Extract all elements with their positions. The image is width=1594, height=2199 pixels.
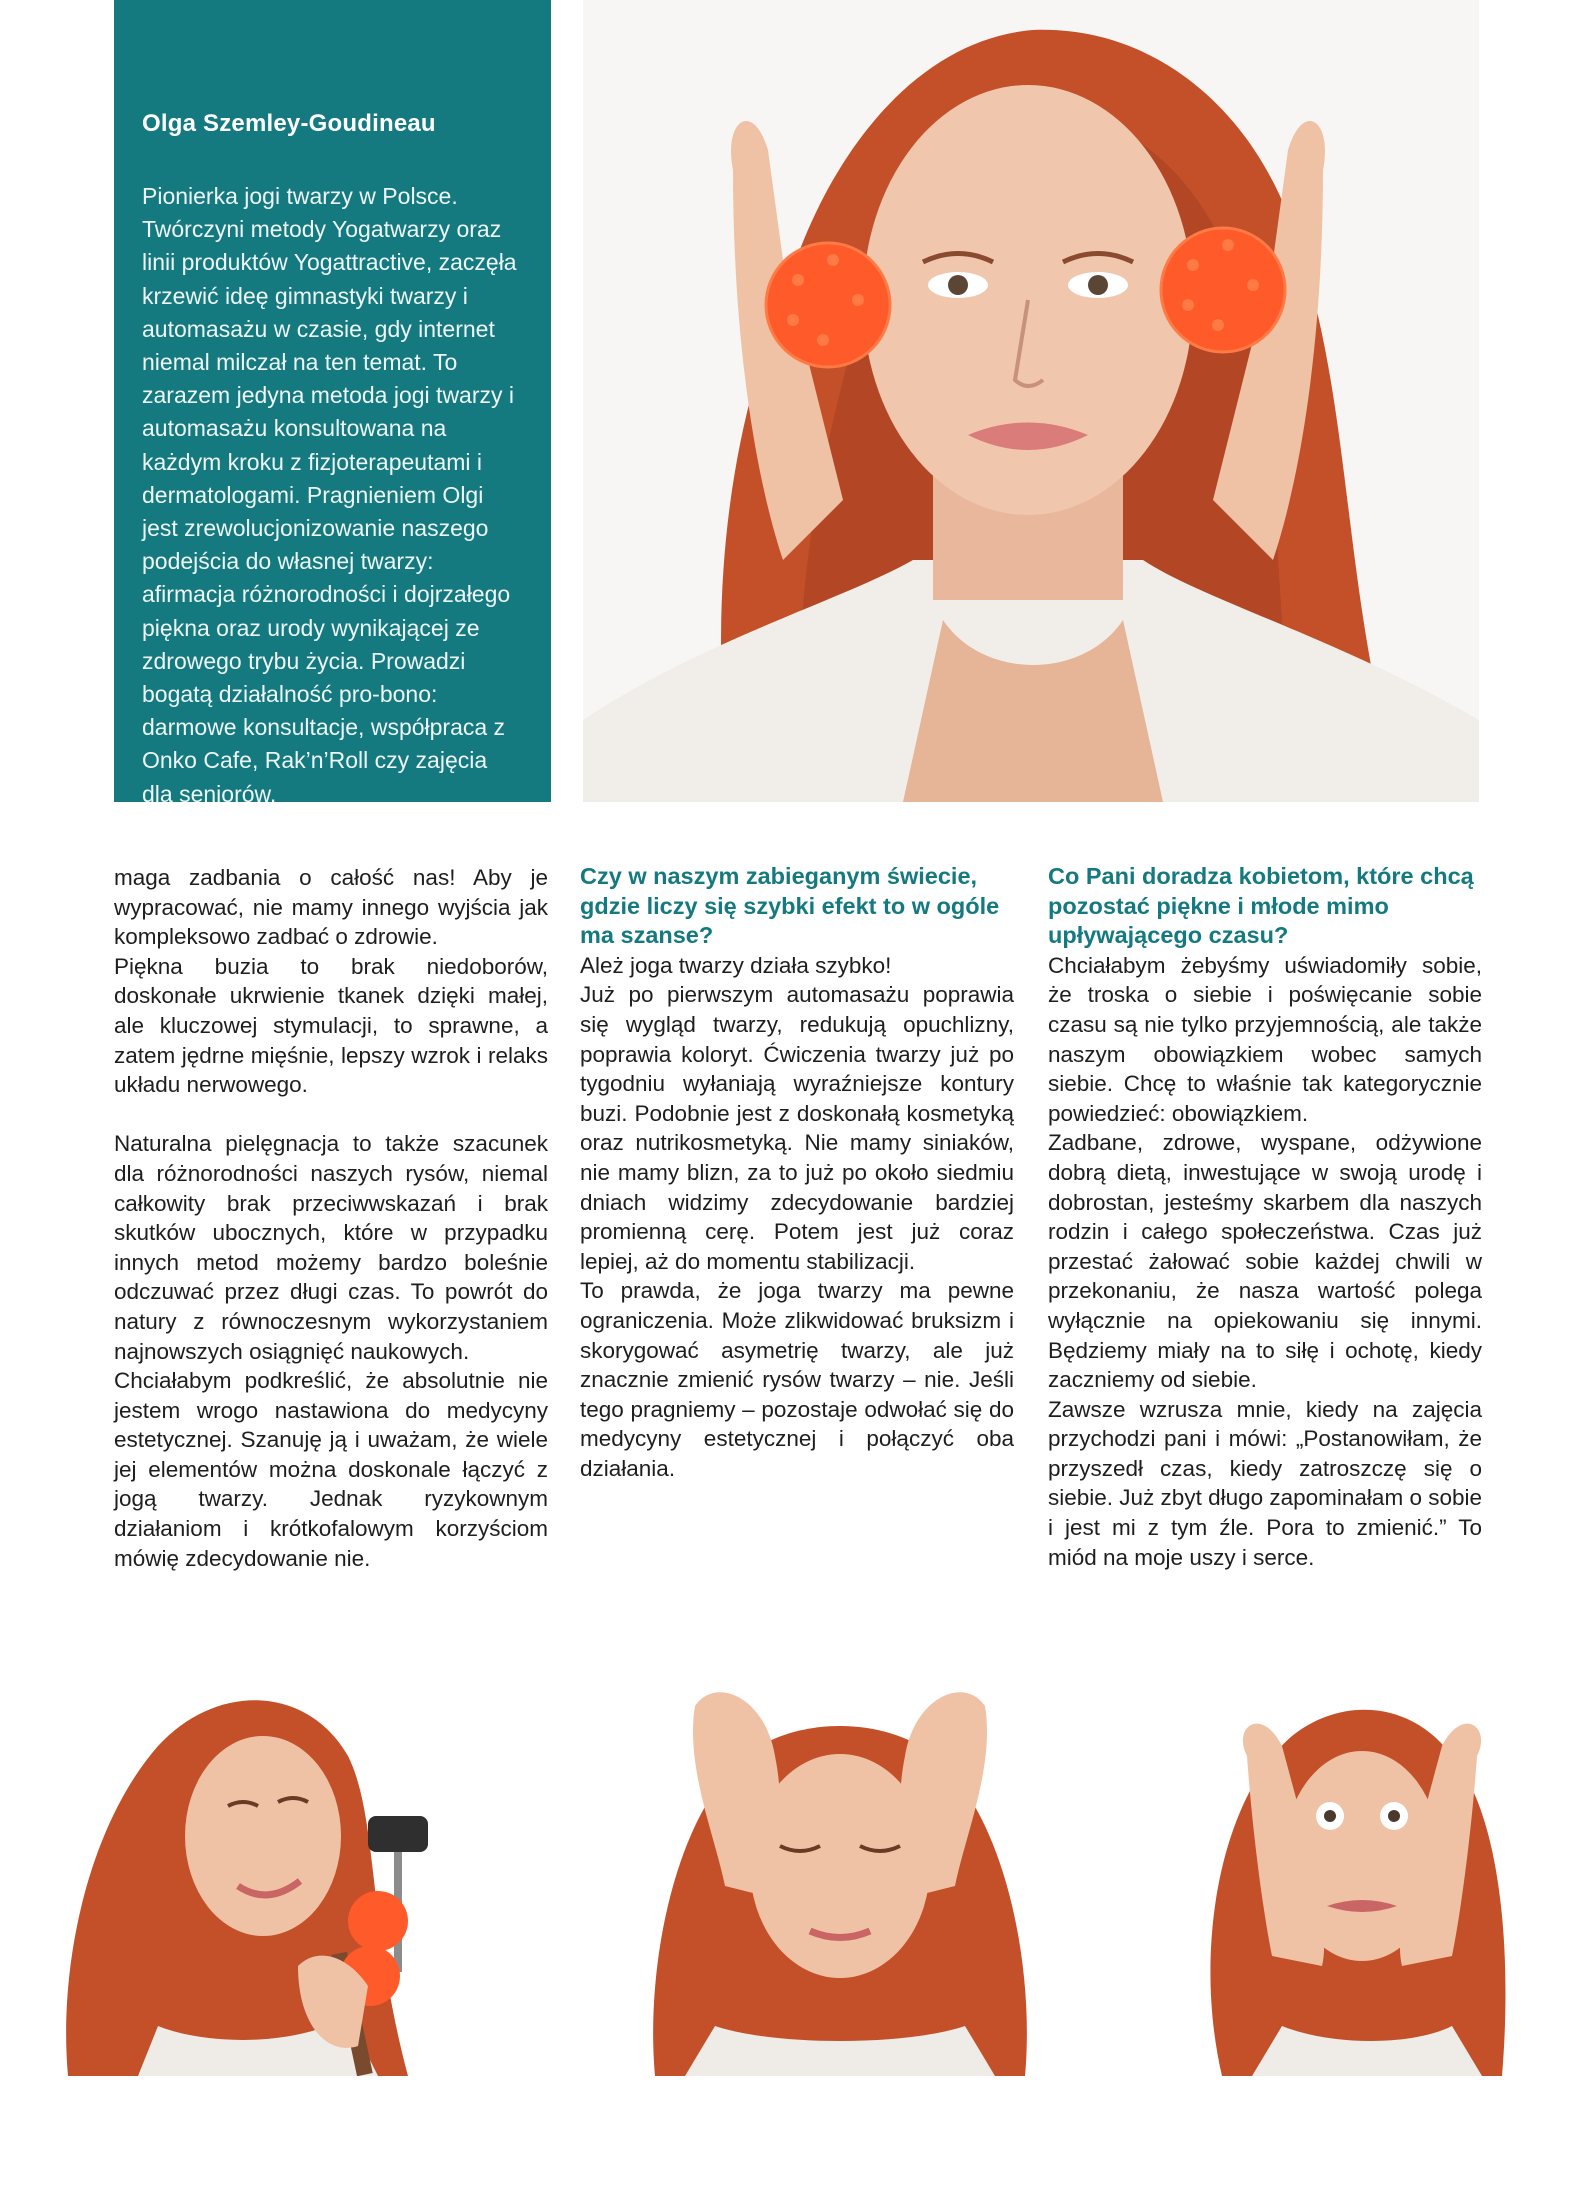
paragraph: Zawsze wzrusza mnie, kiedy na zajęcia przychodzi pani i mówi: „Postanowiłam, że przyszedł czas, kiedy zatroszczę się o siebie. Już zbyt długo zapominałam o sobie i jest mi z tym źle. Pora to zmienić.” To miód na moje uszy i serce. [1048,1396,1482,1570]
paragraph: Ależ joga twarzy działa szybko! [580,952,892,978]
paragraph: Piękna buzia to brak niedoborów, doskonałe ukrwienie tkanek dzięki małej, ale kluczowej stymulacji, to sprawne, a zatem jędrne mięśnie, lepszy wzrok i relaks układu nerwowego. [114,953,548,1098]
paragraph: Naturalna pielęgnacja to także szacunek dla różnorodności naszych rysów, niemal całkowity brak przeciwwskazań i brak skutków ubocznych, które w przypadku innych metod możemy bardzo boleśnie odczuwać przez długi czas. To powrót do natury z równoczesnym wykorzystaniem najnowszych osiągnięć naukowych. [114,1131,548,1364]
paragraph: Już po pierwszym automasażu poprawia się wygląd twarzy, redukują opuchlizny, poprawia koloryt. Ćwiczenia twarzy już po tygodniu wyłaniają wyraźniejsze kontury buzi. Podobnie jest z doskonałą kosmetyką oraz nutrikosmetyką. Nie mamy siniaków, nie mamy blizn, za to już po około siedmiu dniach widzimy zdecydowanie bardziej promienną cerę. Potem jest już coraz lepiej, aż do momentu stabilizacji. [580,982,1014,1274]
author-bio-box [114,0,551,807]
paragraph: Zadbane, zdrowe, wyspane, odżywione dobrą dietą, inwestujące w swoją urodę i dobrostan, jesteśmy skarbem dla naszych rodzin i całego społeczeństwa. Czas już przestać żałować sobie każdej chwili w przekonaniu, że nasza wartość polega wyłącznie na opiekowaniu się innymi. Będziemy miały na to siłę i ochotę, kiedy zaczniemy od siebie. [1048,1130,1482,1393]
author-bio-text: Pionierka jogi twarzy w Polsce. Twórczyni metody Yogatwarzy oraz linii produktów Yogattractive, zaczęła krzewić ideę gimnastyki twarzy i automasażu w czasie, gdy internet niemal milczał na ten temat. To zarazem jedyna metoda jogi twarzy i automasażu konsultowana na każdym kroku z fizjoterapeutami i dermatologami. Pragnieniem Olgi jest zrewolucjonizowanie naszego podejścia do własnej twarzy: afirmacja różnorodności i dojrzałego piękna oraz urody wynikającej ze zdrowego trybu życia. Prowadzi bogatą działalność pro-bono: darmowe konsultacje, współpraca z Onko Cafe, Rak’n’Roll czy zajęcia dla seniorów. [142,183,517,807]
paragraph: Chciałabym żebyśmy uświadomiły sobie, że troska o siebie i poświęcanie sobie czasu są nie tylko przyjemnością, ale także naszym obowiązkiem wobec samych siebie. Chcę to właśnie tak kategorycznie powiedzieć: obowiązkiem. [1048,952,1482,1126]
paragraph: maga zadbania o całość nas! Aby je wypracować, nie mamy innego wyjścia jak kompleksowo zadbać o zdrowie. [114,865,548,950]
interview-question: Co Pani doradza kobietom, które chcą pozostać piękne i młode mimo upływającego czasu? [1048,863,1474,949]
article-column-1 [114,863,548,1573]
interview-question: Czy w naszym zabieganym świecie, gdzie liczy się szybki efekt to w ogóle ma szanse? [580,863,1000,949]
photo-mouth-exercise [1152,1666,1562,2076]
hero-photo-face-massage-balls [583,0,1479,802]
paragraph: Chciałabym podkreślić, że absolutnie nie jestem wrogo nastawiona do medycyny estetycznej. Szanuję ją i uważam, że wiele jej elementów można doskonale łączyć z jogą twarzy. Jednak ryzykownym działaniom i krótkofalowym korzyściom mówię zdecydowanie nie. [114,1368,548,1571]
photo-face-roller [48,1666,539,2076]
author-name: Olga Szemley-Goudineau [142,110,436,137]
article-column-3 [1048,862,1482,1572]
photo-eye-exercise [565,1666,1114,2076]
article-column-2 [580,862,1014,1483]
paragraph: To prawda, że joga twarzy ma pewne ograniczenia. Może zlikwidować bruksizm i skorygować asymetrię twarzy, ale już znacznie zmienić rysów twarzy – nie. Jeśli tego pragniemy – pozostaje odwołać się do medycyny estetycznej i połączyć oba działania. [580,1278,1014,1481]
